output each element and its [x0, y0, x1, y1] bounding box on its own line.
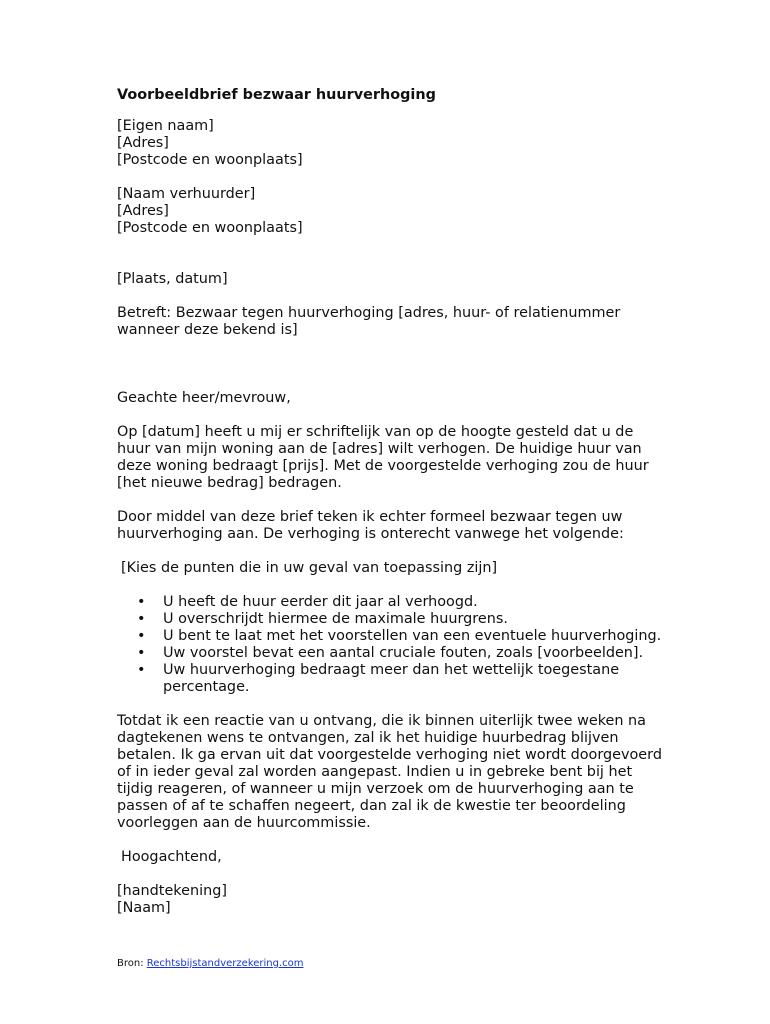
letter-title: Voorbeeldbrief bezwaar huurverhoging — [117, 87, 436, 103]
sender-name: [Eigen naam] — [117, 118, 214, 134]
paragraph-notification: Op [datum] heeft u mij er schriftelijk van op de hoogte gesteld dat u de huur van mijn woning aan de [adres] wilt verhogen. De huidige huur van deze woning bedraagt [prijs]. Met de voorgestelde verhoging zou de huur [het nieuwe bedrag] bedragen. — [117, 424, 649, 491]
list-item: • U bent te laat met het voorstellen van een eventuele huurverhoging. — [137, 628, 662, 644]
name-placeholder: [Naam] — [117, 900, 171, 916]
recipient-address — [117, 186, 737, 237]
recipient-name: [Naam verhuurder] — [117, 186, 256, 202]
bullet-icon: • — [137, 594, 146, 610]
sender-postcode-city: [Postcode en woonplaats] — [117, 152, 303, 168]
list-item: • Uw voorstel bevat een aantal cruciale fouten, zoals [voorbeelden]. — [137, 645, 644, 661]
bullet-icon: • — [137, 611, 146, 627]
source-link[interactable]: Rechtsbijstandverzekering.com — [146, 958, 304, 969]
objection-points-list — [117, 594, 737, 696]
signature-placeholder: [handtekening] — [117, 883, 227, 899]
sender-street: [Adres] — [117, 135, 169, 151]
instruction-note: [Kies de punten die in uw geval van toepassing zijn] — [121, 560, 498, 576]
source-footer — [117, 958, 304, 970]
subject-line: Betreft: Bezwaar tegen huurverhoging [adres, huur- of relatienummer wanneer deze bekend is] — [117, 305, 621, 338]
letter-page — [117, 87, 737, 917]
list-item: • U heeft de huur eerder dit jaar al verhoogd. — [137, 594, 478, 610]
recipient-street: [Adres] — [117, 203, 169, 219]
bullet-icon: • — [137, 662, 146, 678]
recipient-postcode-city: [Postcode en woonplaats] — [117, 220, 303, 236]
source-label: Bron: — [117, 958, 147, 969]
list-item: • U overschrijdt hiermee de maximale huurgrens. — [137, 611, 508, 627]
place-date: [Plaats, datum] — [117, 271, 228, 287]
paragraph-response-deadline: Totdat ik een reactie van u ontvang, die ik binnen uiterlijk twee weken na dagtekenen wens te ontvangen, zal ik het huidige huurbedrag blijven betalen. Ik ga ervan uit dat voorgestelde verhoging niet wordt doorgevoerd of in ieder geval zal worden aangepast. Indien u in gebreke bent bij het tijdig reageren, of wanneer u mijn verzoek om de huurverhoging aan te passen of af te schaffen negeert, dan zal ik de kwestie ter beoordeling voorleggen aan de huurcommissie. — [117, 713, 662, 831]
list-item: • Uw huurverhoging bedraagt meer dan het wettelijk toegestane percentage. — [137, 662, 620, 695]
salutation: Geachte heer/mevrouw, — [117, 390, 291, 406]
signature-block — [117, 883, 737, 917]
closing: Hoogachtend, — [121, 849, 222, 865]
bullet-icon: • — [137, 628, 146, 644]
bullet-icon: • — [137, 645, 146, 661]
sender-address — [117, 118, 737, 169]
paragraph-objection: Door middel van deze brief teken ik echter formeel bezwaar tegen uw huurverhoging aan. De verhoging is onterecht vanwege het volgende: — [117, 509, 624, 542]
